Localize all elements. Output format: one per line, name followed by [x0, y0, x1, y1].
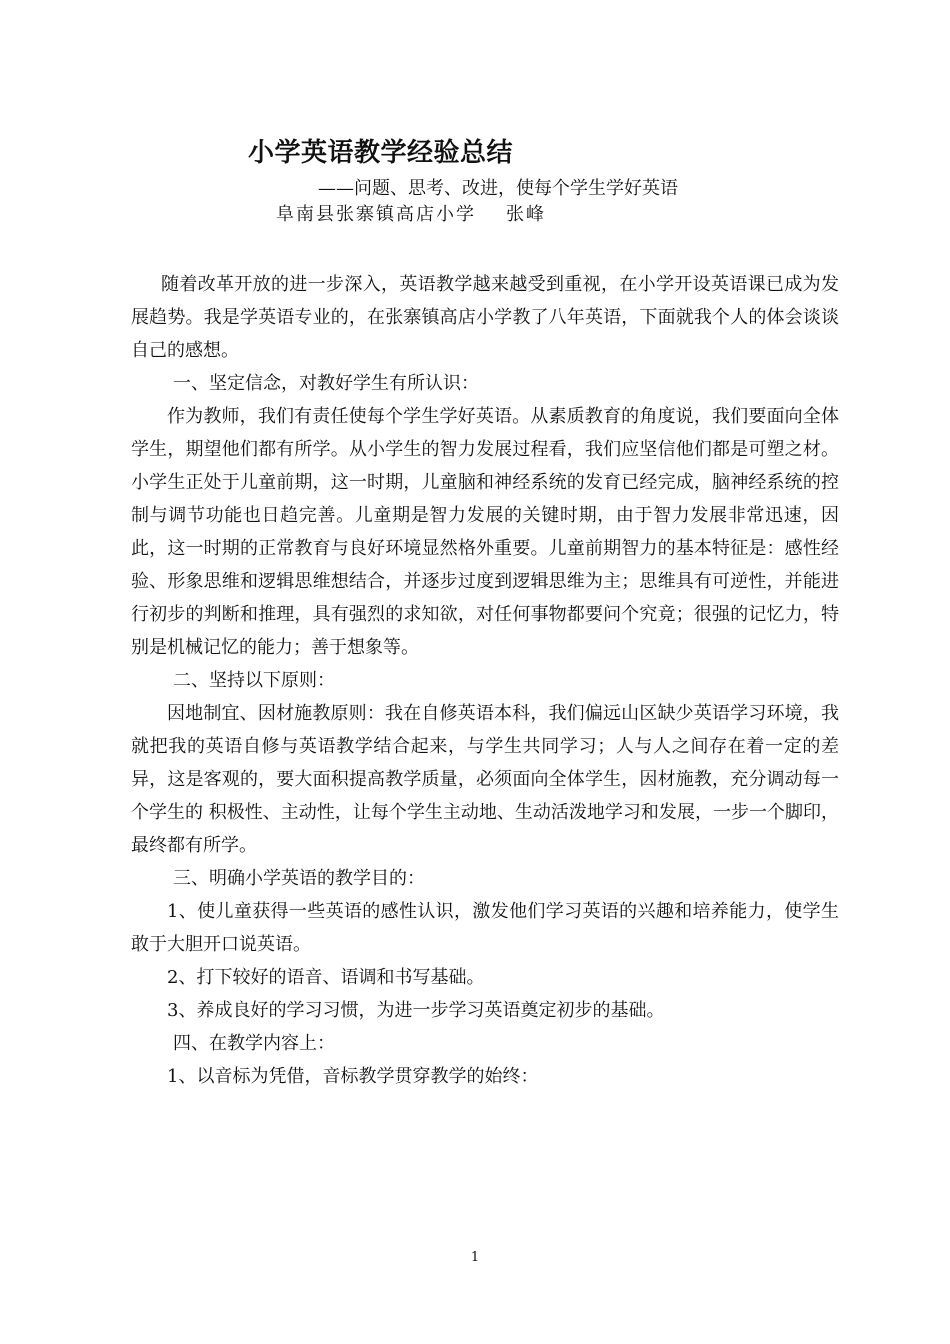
- list-item: 1、以音标为凭借，音标教学贯穿教学的始终：: [167, 1066, 539, 1087]
- author-line: [276, 200, 546, 226]
- list-item: 2、打下较好的语音、语调和书写基础。: [167, 967, 485, 988]
- paragraph: 因地制宜、因材施教原则：我在自修英语本科，我们偏远山区缺少英语学习环境，我就把我的英语自修与英语教学结合起来，与学生共同学习；人与人之间存在着一定的差异，这是客观的，要大面积提高教学质量，必须面向全体学生，因材施教，充分调动每一个学生的 积极性、主动性，让每个学生主动地、生动活泼地学习和发展，一步一个脚印，最终都有所学。: [131, 703, 839, 856]
- section-heading-1: 一、坚定信念，对教好学生有所认识：: [173, 373, 479, 394]
- section-heading-3: 三、明确小学英语的教学目的：: [173, 868, 425, 889]
- document-title: 小学英语教学经验总结: [248, 138, 514, 168]
- school-name: 阜南县张寨镇高店小学: [276, 204, 476, 225]
- section-heading-2: 二、坚持以下原则：: [173, 670, 335, 691]
- document-body: [131, 268, 839, 1093]
- list-item: 3、养成良好的学习习惯，为进一步学习英语奠定初步的基础。: [167, 1000, 665, 1021]
- list-item: 1、使儿童获得一些英语的感性认识，激发他们学习英语的兴趣和培养能力，使学生敢于大胆开口说英语。: [131, 901, 839, 955]
- paragraph: 作为教师，我们有责任使每个学生学好英语。从素质教育的角度说，我们要面向全体学生，期望他们都有所学。从小学生的智力发展过程看，我们应坚信他们都是可塑之材。小学生正处于儿童前期，这一时期，儿童脑和神经系统的发育已经完成，脑神经系统的控制与调节功能也日趋完善。儿童期是智力发展的关键时期，由于智力发展非常迅速，因此，这一时期的正常教育与良好环境显然格外重要。儿童前期智力的基本特征是：感性经验、形象思维和逻辑思维想结合，并逐步过度到逻辑思维为主；思维具有可逆性，并能进行初步的判断和推理，具有强烈的求知欲，对任何事物都要问个究竟；很强的记忆力，特别是机械记忆的能力；善于想象等。: [131, 406, 839, 658]
- paragraph-intro: 随着改革开放的进一步深入，英语教学越来越受到重视，在小学开设英语课已成为发展趋势。我是学英语专业的，在张寨镇高店小学教了八年英语，下面就我个人的体会谈谈自己的感想。: [131, 274, 839, 361]
- document-subtitle: ——问题、思考、改进，使每个学生学好英语: [318, 178, 678, 199]
- page-number: 1: [470, 1250, 480, 1265]
- author-name: 张峰: [506, 204, 546, 225]
- section-heading-4: 四、在教学内容上：: [173, 1033, 335, 1054]
